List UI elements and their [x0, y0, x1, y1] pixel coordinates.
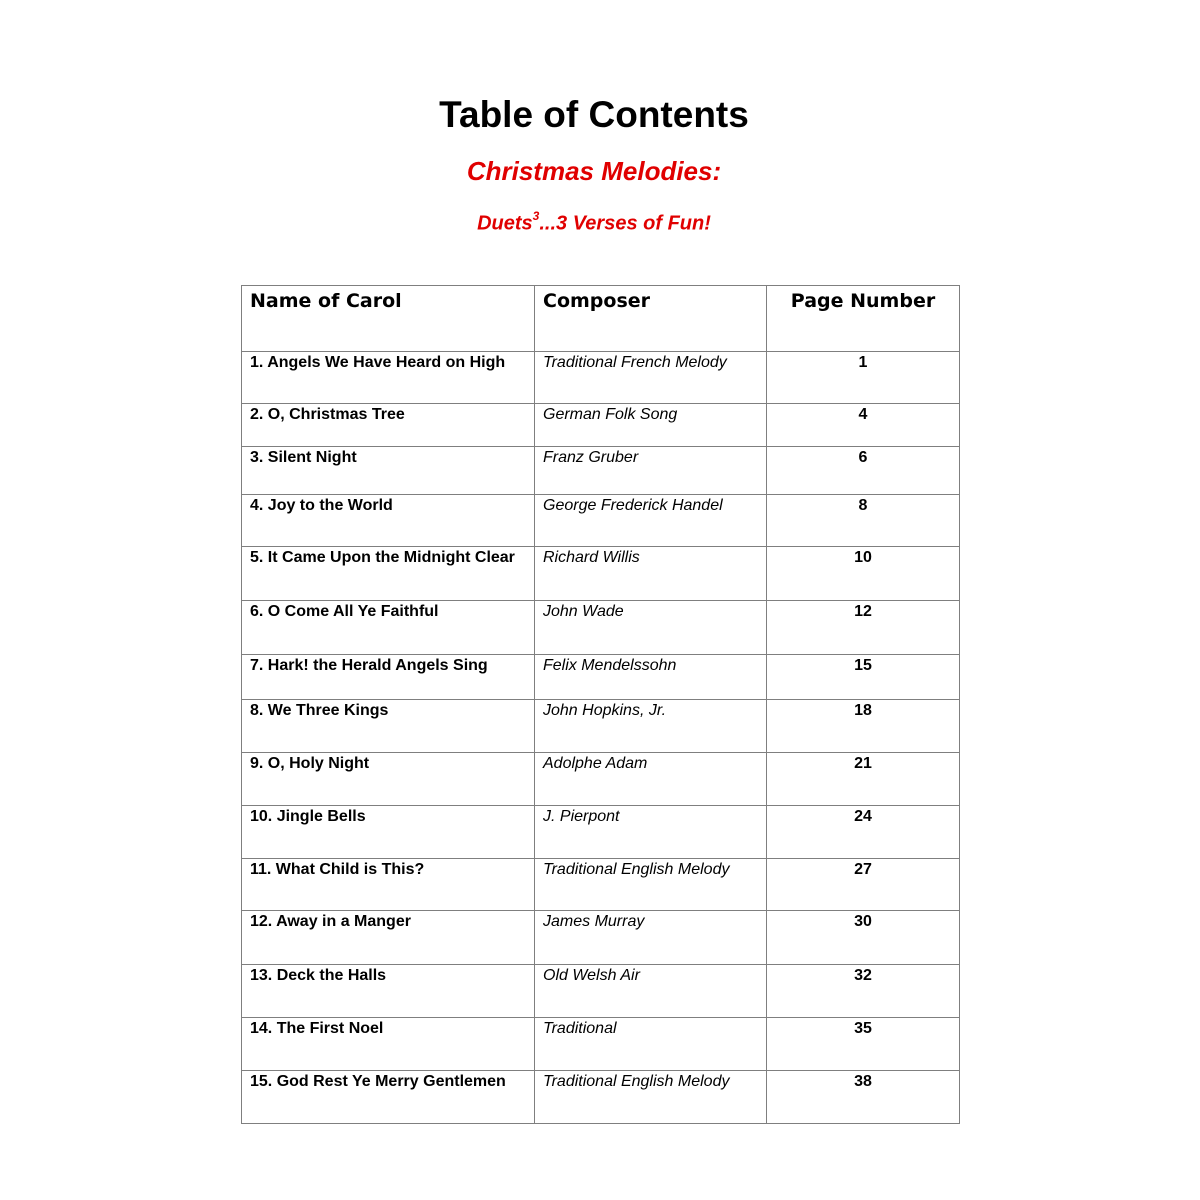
- table-row: [242, 911, 960, 965]
- composer-cell: Franz Gruber: [535, 447, 767, 495]
- page-title: Table of Contents: [439, 94, 749, 135]
- table-row: [242, 965, 960, 1018]
- carol-name-cell: 10. Jingle Bells: [242, 806, 535, 859]
- page-number-cell: 4: [767, 404, 960, 447]
- header-composer: Composer: [535, 286, 767, 352]
- page-number-cell: 30: [767, 911, 960, 965]
- page-number-cell: 8: [767, 495, 960, 547]
- table-row: [242, 1018, 960, 1071]
- carol-name-cell: 2. O, Christmas Tree: [242, 404, 535, 447]
- table-row: [242, 700, 960, 753]
- table-row: [242, 859, 960, 911]
- page-number-cell: 12: [767, 601, 960, 655]
- composer-cell: Old Welsh Air: [535, 965, 767, 1018]
- table-row: [242, 495, 960, 547]
- composer-cell: Traditional: [535, 1018, 767, 1071]
- header-page-number: Page Number: [767, 286, 960, 352]
- table-header-row: [242, 286, 960, 352]
- page-number-cell: 15: [767, 655, 960, 700]
- carol-name-cell: 9. O, Holy Night: [242, 753, 535, 806]
- page-number-cell: 38: [767, 1071, 960, 1124]
- carol-name-cell: 4. Joy to the World: [242, 495, 535, 547]
- composer-cell: Adolphe Adam: [535, 753, 767, 806]
- composer-cell: James Murray: [535, 911, 767, 965]
- composer-cell: J. Pierpont: [535, 806, 767, 859]
- carol-name-cell: 5. It Came Upon the Midnight Clear: [242, 547, 535, 601]
- carol-name-cell: 15. God Rest Ye Merry Gentlemen: [242, 1071, 535, 1124]
- page-number-cell: 6: [767, 447, 960, 495]
- composer-cell: German Folk Song: [535, 404, 767, 447]
- table-row: [242, 753, 960, 806]
- page-number-cell: 35: [767, 1018, 960, 1071]
- table-row: [242, 547, 960, 601]
- page-number-cell: 18: [767, 700, 960, 753]
- carol-name-cell: 7. Hark! the Herald Angels Sing: [242, 655, 535, 700]
- tagline-suffix: ...3 Verses of Fun!: [539, 212, 711, 235]
- table-row: [242, 1071, 960, 1124]
- composer-cell: George Frederick Handel: [535, 495, 767, 547]
- table-row: [242, 404, 960, 447]
- page-number-cell: 24: [767, 806, 960, 859]
- table-row: [242, 447, 960, 495]
- page-number-cell: 27: [767, 859, 960, 911]
- composer-cell: John Wade: [535, 601, 767, 655]
- composer-cell: Traditional French Melody: [535, 352, 767, 404]
- carol-name-cell: 6. O Come All Ye Faithful: [242, 601, 535, 655]
- composer-cell: Felix Mendelssohn: [535, 655, 767, 700]
- table-row: [242, 806, 960, 859]
- carol-name-cell: 8. We Three Kings: [242, 700, 535, 753]
- tagline: [0, 203, 1188, 239]
- carol-name-cell: 13. Deck the Halls: [242, 965, 535, 1018]
- composer-cell: Traditional English Melody: [535, 1071, 767, 1124]
- page-number-cell: 32: [767, 965, 960, 1018]
- page-number-cell: 10: [767, 547, 960, 601]
- composer-cell: Richard Willis: [535, 547, 767, 601]
- carol-name-cell: 11. What Child is This?: [242, 859, 535, 911]
- page-subtitle: Christmas Melodies:: [466, 156, 722, 186]
- table-row: [242, 601, 960, 655]
- header-name-of-carol: Name of Carol: [242, 286, 535, 352]
- table-row: [242, 655, 960, 700]
- carol-name-cell: 1. Angels We Have Heard on High: [242, 352, 535, 404]
- carol-name-cell: 3. Silent Night: [242, 447, 535, 495]
- composer-cell: John Hopkins, Jr.: [535, 700, 767, 753]
- carol-name-cell: 12. Away in a Manger: [242, 911, 535, 965]
- carol-name-cell: 14. The First Noel: [242, 1018, 535, 1071]
- page-number-cell: 21: [767, 753, 960, 806]
- table-row: [242, 352, 960, 404]
- tagline-superscript: 3: [532, 209, 540, 223]
- composer-cell: Traditional English Melody: [535, 859, 767, 911]
- tagline-prefix: Duets: [477, 212, 533, 235]
- table-body: [242, 352, 960, 1124]
- page-number-cell: 1: [767, 352, 960, 404]
- contents-table: [241, 285, 960, 1124]
